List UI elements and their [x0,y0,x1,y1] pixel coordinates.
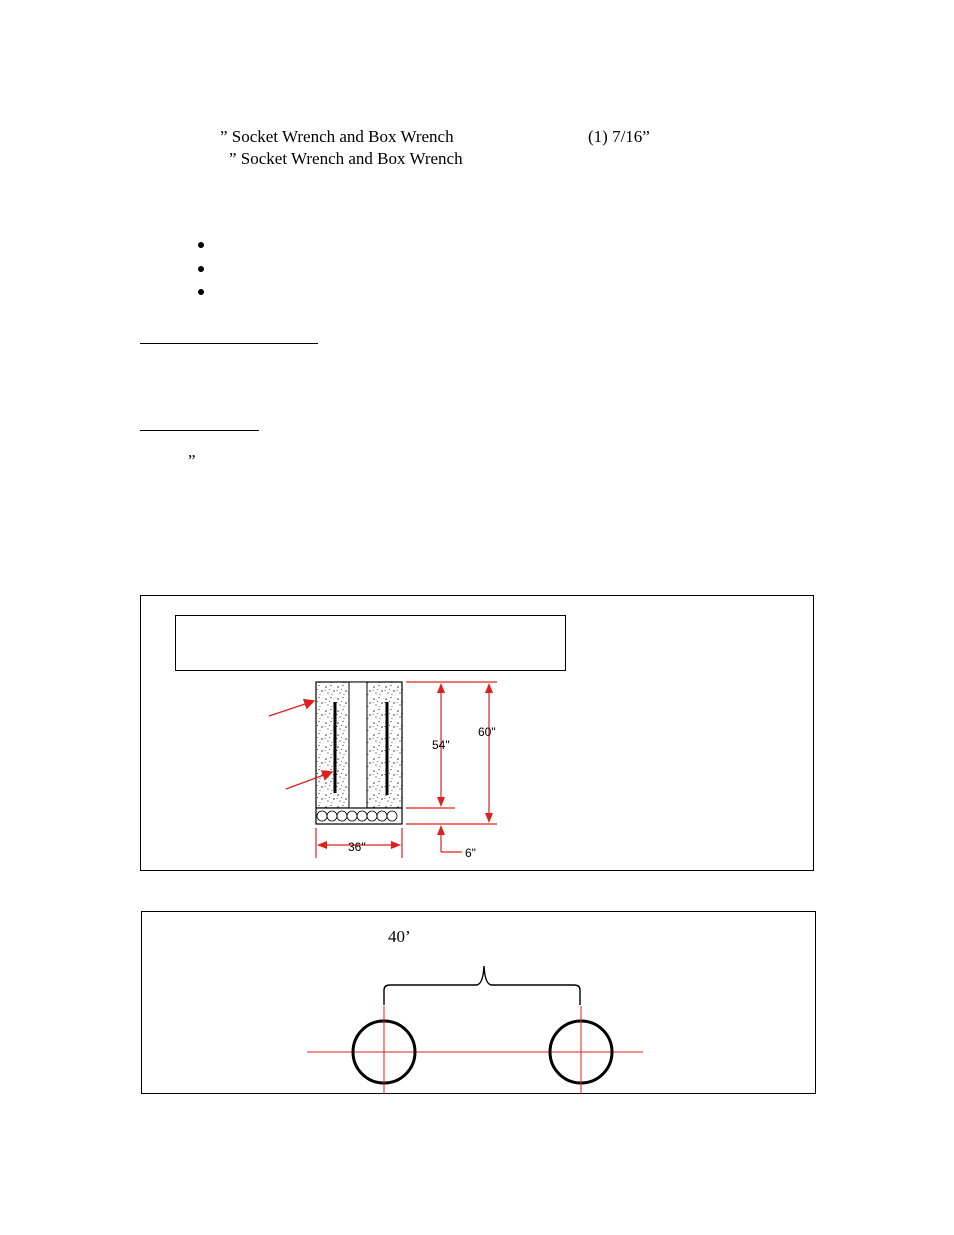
spacing-label: 40’ [388,927,411,946]
dim-label-36: 36" [348,840,366,854]
spacing-brace [384,966,580,1005]
dim-label-54: 54" [432,738,450,752]
dim-label-60: 60" [478,725,496,739]
tool-line-1-wrench: ” Socket Wrench and Box Wrench [220,127,454,146]
tool-line-2-wrench: ” Socket Wrench and Box Wrench [229,149,463,168]
tool-line-1-size: (1) 7/16” [588,127,650,146]
dim-label-6: 6" [465,846,476,860]
quote-mark: ” [188,451,196,470]
